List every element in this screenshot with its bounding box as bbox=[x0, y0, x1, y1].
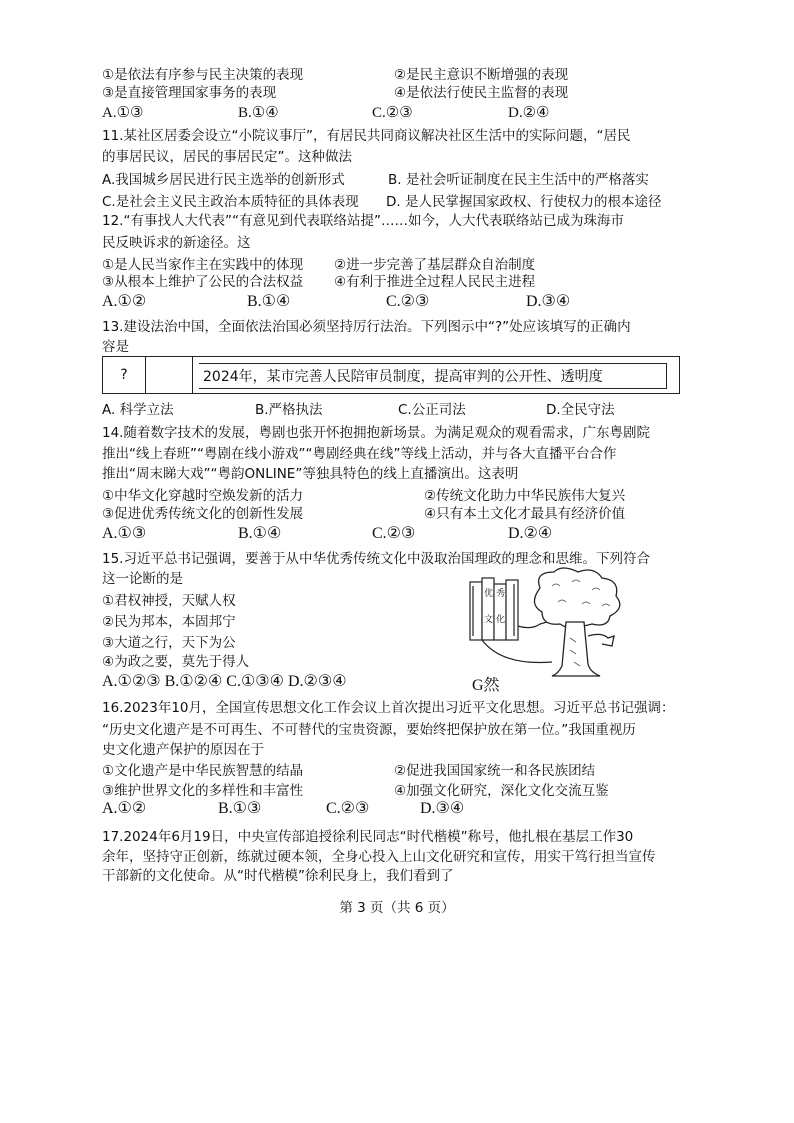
q15-stem-line-1: 15.习近平总书记强调，要善于从中华优秀传统文化中汲取治国理政的理念和思维。下列符合 bbox=[102, 551, 650, 567]
q15-option-2: ②民为邦本，本固邦宁 bbox=[102, 614, 236, 630]
q12-option-4: ④有利于推进全过程人民民主进程 bbox=[334, 274, 536, 290]
q10-answer-b: B.①④ bbox=[238, 105, 279, 121]
q10-option-3: ③是直接管理国家事务的表现 bbox=[102, 85, 277, 101]
q11-answer-a: A.我国城乡居民进行民主选举的创新形式 bbox=[102, 172, 345, 188]
q15-option-3: ③大道之行，天下为公 bbox=[102, 635, 236, 651]
book-char-4: 化 bbox=[496, 615, 506, 625]
q12-answer-b: B.①④ bbox=[247, 293, 291, 310]
q13-answer-c: C.公正司法 bbox=[398, 402, 466, 418]
q11-answer-c: C.是社会主义民主政治本质特征的具体表现 bbox=[102, 194, 359, 210]
q15-option-4: ④为政之要，莫先于得人 bbox=[102, 654, 250, 670]
q13-answer-a: A. 科学立法 bbox=[102, 402, 174, 418]
q15-stem-line-2: 这一论断的是 bbox=[102, 571, 183, 587]
q16-stem-line-1: 16.2023年10月，全国宣传思想文化工作会议上首次提出习近平文化思想。习近平总书记强调： bbox=[102, 700, 675, 716]
q14-answer-a: A.①③ bbox=[102, 525, 147, 542]
q12-option-2: ②进一步完善了基层群众自治制度 bbox=[334, 257, 536, 273]
q16-answer-c: C.②③ bbox=[326, 800, 370, 817]
q16-option-1: ①文化遗产是中华民族智慧的结晶 bbox=[102, 763, 304, 779]
q17-stem-line-3: 干部新的文化使命。从“时代楷模”徐利民身上，我们看到了 bbox=[102, 868, 454, 884]
q16-answer-d: D.③④ bbox=[420, 800, 465, 817]
q14-stem-line-3: 推出“周末睇大戏”“粤韵ONLINE”等独具特色的线上直播演出。这表明 bbox=[102, 466, 519, 482]
q15-answers: A.①②③ B.①②④ C.①③④ D.②③④ bbox=[102, 673, 347, 690]
q13-diagram-table bbox=[102, 356, 680, 394]
q10-option-4: ④是依法行使民主监督的表现 bbox=[394, 85, 569, 101]
q13-empty-cell bbox=[146, 357, 193, 393]
q14-stem-line-1: 14.随着数字技术的发展，粤剧也张开怀抱拥抱新场景。为满足观众的观看需求，广东粤剧院 bbox=[102, 425, 650, 441]
root-line bbox=[482, 640, 552, 663]
q12-option-3: ③从根本上维护了公民的合法权益 bbox=[102, 274, 304, 290]
q10-answer-c: C.②③ bbox=[372, 105, 413, 121]
q13-answer-d: D.全民守法 bbox=[546, 402, 615, 418]
q12-option-1: ①是人民当家作主在实践中的体现 bbox=[102, 257, 304, 273]
q12-answer-a: A.①② bbox=[102, 293, 147, 310]
book-char-2: 秀 bbox=[496, 589, 506, 599]
q16-answer-a: A.①② bbox=[102, 800, 147, 817]
q12-stem-line-1: 12.“有事找人大代表”“有意见到代表联络站提”……如今，人大代表联络站已成为珠海市 bbox=[102, 213, 624, 229]
q16-option-3: ③维护世界文化的多样性和丰富性 bbox=[102, 783, 304, 799]
q17-stem-line-2: 余年，坚持守正创新，练就过硬本领，全身心投入上山文化研究和宣传，用实干笃行担当宣传 bbox=[102, 849, 656, 865]
q13-example-cell: 2024年，某市完善人民陪审员制度，提高审判的公开性、透明度 bbox=[199, 363, 667, 389]
q15-cartoon-image bbox=[462, 566, 638, 684]
q13-question-cell: ? bbox=[103, 357, 146, 393]
book-char-3: 文 bbox=[484, 615, 494, 625]
q16-answer-b: B.①③ bbox=[218, 800, 262, 817]
q11-answer-b: B. 是社会听证制度在民主生活中的严格落实 bbox=[388, 172, 649, 188]
q10-answer-d: D.②④ bbox=[508, 105, 550, 121]
tree-illustration bbox=[534, 568, 619, 676]
books-illustration bbox=[470, 578, 518, 640]
q14-stem-line-2: 推出“线上春班”“粤剧在线小游戏”“粤剧经典在线”等线上活动，并与各大直播平台合作 bbox=[102, 446, 617, 462]
page-footer: 第 3 页（共 6 页） bbox=[339, 900, 455, 916]
q11-answer-d: D. 是人民掌握国家政权、行使权力的根本途径 bbox=[386, 194, 662, 210]
q14-option-1: ①中华文化穿越时空焕发新的活力 bbox=[102, 488, 304, 504]
q12-answer-d: D.③④ bbox=[526, 293, 571, 310]
q14-option-2: ②传统文化助力中华民族伟大复兴 bbox=[424, 488, 626, 504]
q12-answer-c: C.②③ bbox=[386, 293, 430, 310]
q11-stem-line-2: 的事居民议，居民的事居民定”。这种做法 bbox=[102, 149, 352, 165]
q16-option-2: ②促进我国国家统一和各民族团结 bbox=[394, 763, 596, 779]
book-char-1: 优 bbox=[484, 589, 494, 599]
q10-answer-a: A.①③ bbox=[102, 105, 144, 121]
q14-option-4: ④只有本土文化才最具有经济价值 bbox=[424, 506, 626, 522]
q14-answer-c: C.②③ bbox=[372, 525, 416, 542]
q12-stem-line-2: 民反映诉求的新途径。这 bbox=[102, 235, 251, 251]
q16-stem-line-3: 史文化遗产保护的原因在于 bbox=[102, 742, 264, 758]
q14-answer-b: B.①④ bbox=[238, 525, 282, 542]
q13-stem-line-1: 13.建设法治中国，全面依法治国必须坚持厉行法治。下列图示中“?”处应该填写的正确内 bbox=[102, 319, 631, 335]
q10-option-1: ①是依法有序参与民主决策的表现 bbox=[102, 67, 304, 83]
q15-cartoon-caption: G然 bbox=[472, 677, 500, 694]
q13-answer-b: B.严格执法 bbox=[255, 402, 323, 418]
q10-option-2: ②是民主意识不断增强的表现 bbox=[394, 67, 569, 83]
q16-option-4: ④加强文化研究，深化文化交流互鉴 bbox=[394, 783, 609, 799]
q14-answer-d: D.②④ bbox=[508, 525, 553, 542]
q17-stem-line-1: 17.2024年6月19日，中央宣传部追授徐利民同志“时代楷模”称号，他扎根在基层工作30 bbox=[102, 829, 634, 845]
q11-stem-line-1: 11.某社区居委会设立“小院议事厅”，有居民共同商议解决社区生活中的实际问题，“居民 bbox=[102, 128, 631, 144]
q14-option-3: ③促进优秀传统文化的创新性发展 bbox=[102, 506, 304, 522]
q13-stem-line-2: 容是 bbox=[102, 339, 129, 355]
q16-stem-line-2: “历史文化遗产是不可再生、不可替代的宝贵资源，要始终把保护放在第一位。”我国重视历 bbox=[102, 722, 636, 738]
q15-option-1: ①君权神授，天赋人权 bbox=[102, 593, 236, 609]
